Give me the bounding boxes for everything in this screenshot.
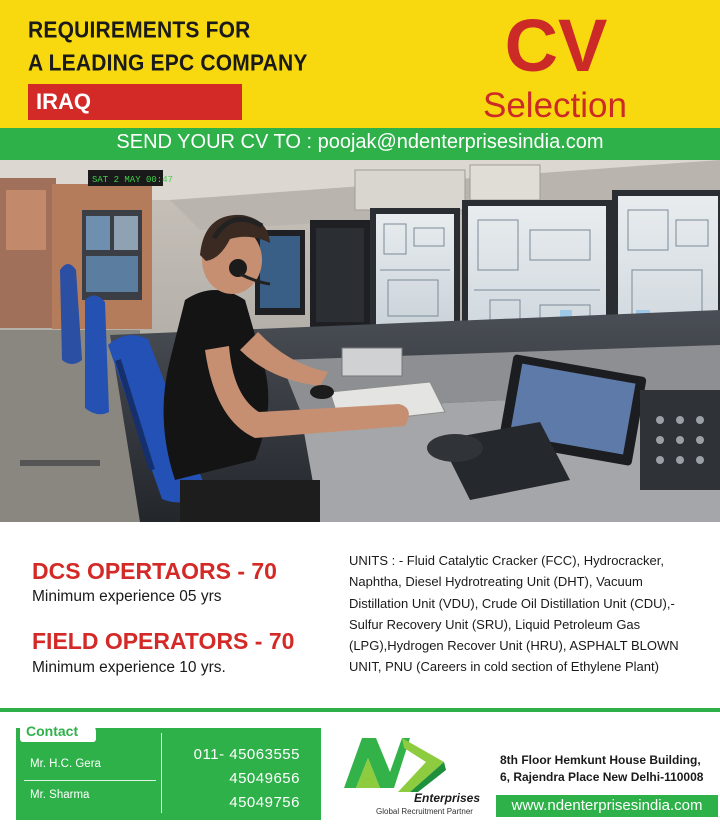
phone-number[interactable]: 45049656 [229,770,300,787]
location-badge [28,84,242,120]
logo-brand-text: Enterprises [414,791,481,805]
position-experience-field: Minimum experience 10 yrs. [32,659,226,676]
cv-title: CV [504,4,608,87]
contact-label: Contact [26,723,79,739]
website-badge[interactable] [496,795,718,817]
send-cv-bar [0,128,720,160]
requirements-heading-line2: A LEADING EPC COMPANY [28,51,308,76]
clock-display: SAT 2 MAY 00:47 [92,175,174,185]
control-room-photo [0,160,720,522]
contact-tab [20,722,96,742]
contact-name: Mr. Sharma [30,789,90,801]
position-experience-dcs: Minimum experience 05 yrs [32,588,222,605]
website-link[interactable]: www.ndenterprisesindia.com [511,797,703,814]
requirements-heading-line1: REQUIREMENTS FOR [28,18,251,43]
section-divider [0,708,720,712]
logo-tagline: Global Recruitment Partner [376,807,473,816]
control-room-illustration [0,160,720,522]
location-text: IRAQ [36,89,91,114]
contact-divider [24,780,156,781]
cv-selection-subtitle: Selection [483,86,627,125]
phone-number[interactable]: 45049756 [229,794,300,811]
phone-number[interactable]: 011- 45063555 [193,746,300,763]
position-title-field: FIELD OPERATORS - 70 [32,628,295,654]
contact-vertical-divider [161,733,162,813]
address-line: 6, Rajendra Place New Delhi-110008 [500,770,704,784]
contact-name: Mr. H.C. Gera [30,758,101,770]
address-line: 8th Floor Hemkunt House Building, [500,753,701,767]
units-description: UNITS : - Fluid Catalytic Cracker (FCC), Hydrocracker, Naphtha, Diesel Hydrotreating Unit (DHT), Vacuum Distillation Unit (VDU), Crude Oil Distillation Unit (CDU),- Sulfur Recovery Unit (SRU), Liquid Petroleum Gas (LPG),Hydrogen Recover Unit (HRU), ASPHALT BLOWN UNIT, PNU (Careers in cold section of Ethylene Plant) [349,553,679,675]
position-title-dcs: DCS OPERTAORS - 70 [32,558,277,584]
send-cv-email-link[interactable]: SEND YOUR CV TO : poojak@ndenterprisesindia.com [116,131,604,153]
header-banner [0,0,720,128]
